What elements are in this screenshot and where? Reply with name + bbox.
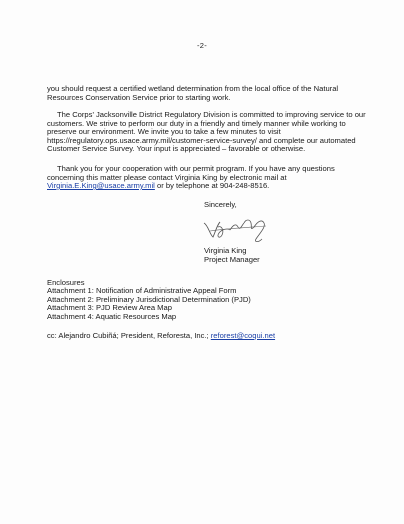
enclosure-item: Attachment 3: PJD Review Area Map bbox=[47, 303, 172, 313]
paragraph-contact bbox=[47, 165, 369, 191]
cc-text: cc: Alejandro Cubiñá; President, Reforesta, Inc.; bbox=[47, 331, 211, 340]
page-number: -2- bbox=[196, 41, 208, 50]
enclosures-list bbox=[47, 279, 251, 321]
cc-line bbox=[47, 332, 275, 341]
cc-email-link[interactable]: reforest@coqui.net bbox=[210, 331, 276, 340]
enclosures-heading: Enclosures bbox=[47, 278, 85, 287]
paragraph-wetland-determination: you should request a certified wetland determination from the local office of the Natural Resources Conservation Service prior to starting work. bbox=[47, 84, 339, 102]
signer-block bbox=[204, 247, 260, 264]
salutation: Sincerely, bbox=[204, 200, 237, 209]
enclosure-item: Attachment 2: Preliminary Jurisdictional Determination (PJD) bbox=[47, 294, 251, 304]
signer-title: Project Manager bbox=[204, 254, 260, 264]
paragraph-customer-service: The Corps' Jacksonville District Regulatory Division is committed to improving service to our customers. We strive to perform our duty in a friendly and timely manner while working to preserve our environment. We invite you to take a few minutes to visit https://regulatory.ops.usace.army.mil/customer-service-survey/ and complete our automated Customer Service Survey. Your input is appreciated – favorable or otherwise. bbox=[47, 110, 366, 153]
enclosure-item: Attachment 1: Notification of Administrative Appeal Form bbox=[47, 286, 237, 296]
enclosure-item: Attachment 4: Aquatic Resources Map bbox=[47, 311, 177, 321]
contact-text-before: Thank you for your cooperation with our permit program. If you have any questions concerning this matter please contact Virginia King by electronic mail at bbox=[47, 164, 335, 182]
signer-name: Virginia King bbox=[204, 246, 247, 255]
handwritten-signature bbox=[200, 213, 270, 245]
email-link-virginia-king[interactable]: Virginia.E.King@usace.army.mil bbox=[47, 181, 155, 190]
contact-text-after: or by telephone at 904-248-8516. bbox=[154, 181, 270, 190]
